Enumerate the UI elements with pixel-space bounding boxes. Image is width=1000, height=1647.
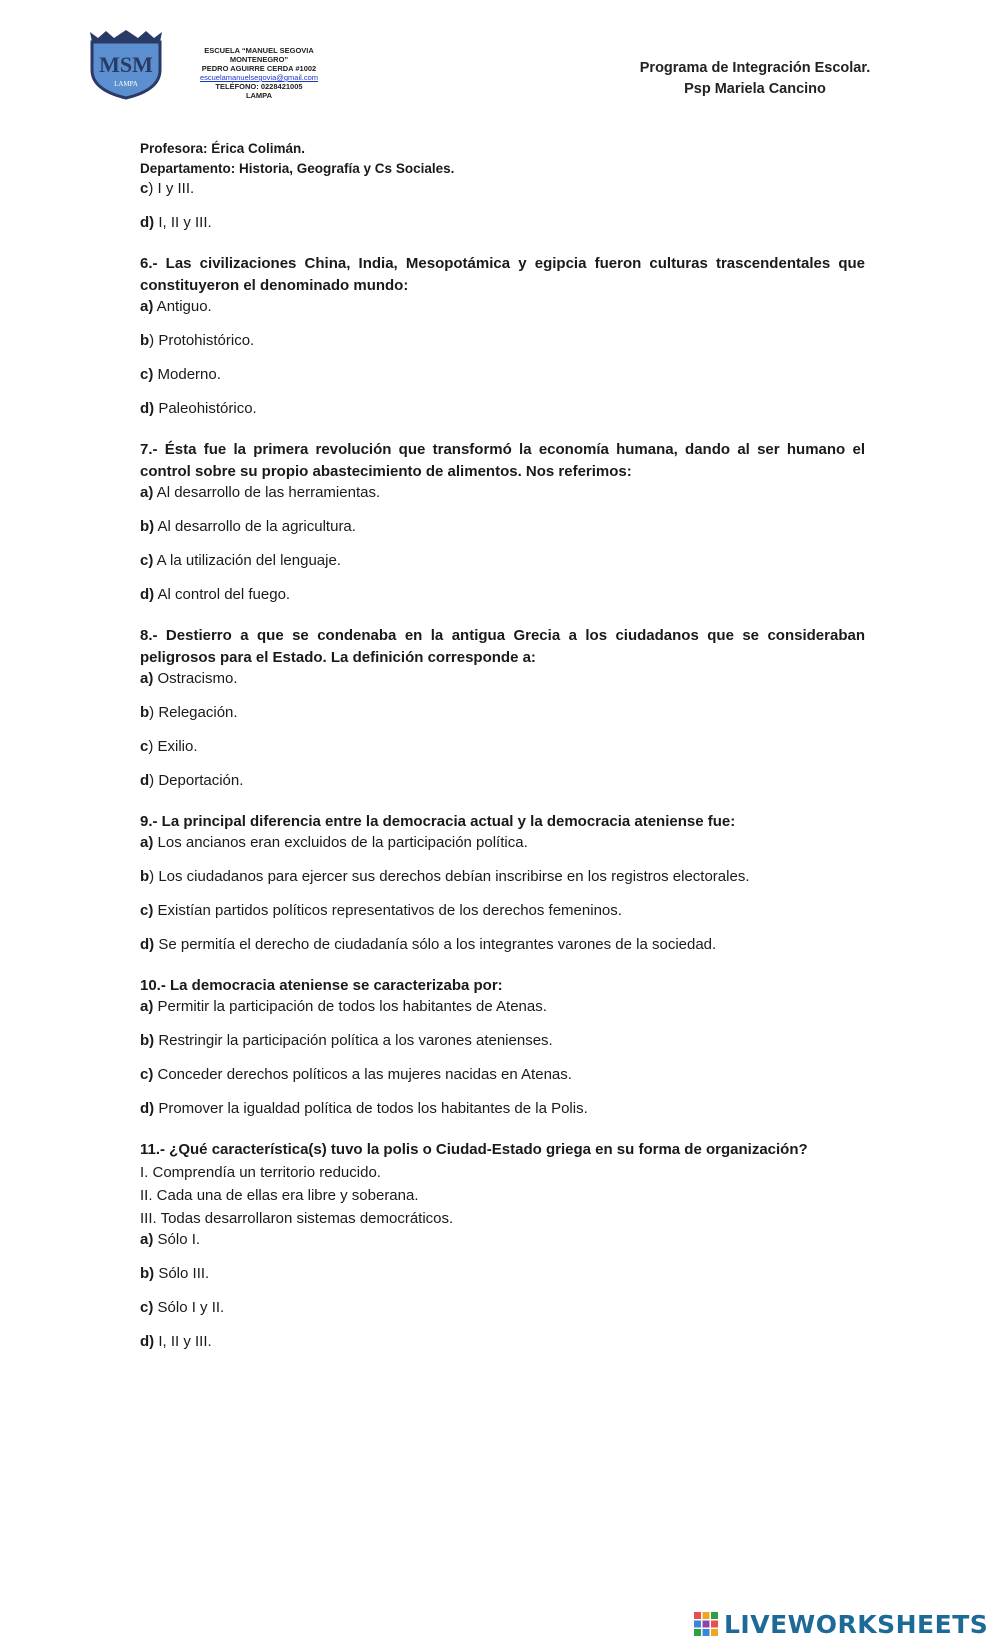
question-statement: I. Comprendía un territorio reducido.: [140, 1164, 381, 1181]
school-name-line-2: MONTENEGRO”: [229, 55, 289, 64]
answer-option[interactable]: [140, 997, 865, 1017]
option-text: Ostracismo.: [153, 670, 238, 687]
carryover-option-c: [140, 179, 865, 199]
answer-option[interactable]: [140, 833, 865, 853]
answer-option[interactable]: [140, 669, 865, 689]
question-statement: II. Cada una de ellas era libre y soberana.: [140, 1187, 419, 1204]
program-title: Programa de Integración Escolar.: [639, 60, 871, 76]
school-address: PEDRO AGUIRRE CERDA #1002: [201, 64, 317, 73]
department-name: Departamento: Historia, Geografía y Cs Sociales.: [140, 161, 455, 176]
answer-option[interactable]: [140, 551, 865, 571]
option-text: I, II y III.: [154, 1333, 212, 1350]
school-city: LAMPA: [245, 91, 273, 100]
option-letter: b: [140, 332, 150, 349]
option-text: Permitir la participación de todos los habitantes de Atenas.: [153, 998, 547, 1015]
option-letter: b: [140, 704, 150, 721]
option-text: Sólo III.: [154, 1265, 210, 1282]
option-text: I, II y III.: [154, 214, 212, 231]
answer-option[interactable]: [140, 517, 865, 537]
answer-option[interactable]: [140, 935, 865, 955]
option-letter: b: [140, 868, 150, 885]
option-letter: c): [140, 1299, 154, 1316]
answer-option[interactable]: [140, 1298, 865, 1318]
option-text: Sólo I y II.: [153, 1299, 225, 1316]
carryover-option-d: [140, 213, 865, 233]
option-letter: a): [140, 998, 154, 1015]
option-text: Moderno.: [153, 366, 221, 383]
option-letter: a): [140, 484, 154, 501]
answer-option[interactable]: [140, 399, 865, 419]
option-letter: a): [140, 670, 154, 687]
option-text: Paleohistórico.: [154, 400, 257, 417]
question-6: 6.- Las civilizaciones China, India, Mesopotámica y egipcia fueron culturas trascendentales que constituyeron el denominado mundo:: [140, 255, 865, 294]
answer-option[interactable]: [140, 901, 865, 921]
question-10: 10.- La democracia ateniense se caracterizaba por:: [140, 977, 503, 994]
option-letter: d): [140, 936, 155, 953]
option-letter: c: [140, 738, 149, 755]
program-person: Psp Mariela Cancino: [684, 81, 826, 97]
answer-option[interactable]: [140, 1332, 865, 1352]
option-letter: c: [140, 180, 149, 197]
option-text: ) Relegación.: [149, 704, 238, 721]
option-text: A la utilización del lenguaje.: [153, 552, 341, 569]
option-letter: d): [140, 1100, 155, 1117]
school-email-link[interactable]: escuelamanuelsegovia@gmail.com: [199, 73, 319, 82]
answer-option[interactable]: [140, 297, 865, 317]
option-letter: a): [140, 834, 154, 851]
teacher-name: Profesora: Érica Colimán.: [140, 141, 306, 156]
question-11: 11.- ¿Qué característica(s) tuvo la polis o Ciudad-Estado griega en su forma de organización?: [140, 1141, 808, 1158]
option-text: ) Exilio.: [148, 738, 198, 755]
answer-option[interactable]: [140, 867, 865, 887]
answer-option[interactable]: [140, 771, 865, 791]
option-letter: a): [140, 298, 154, 315]
option-text: Restringir la participación política a los varones atenienses.: [154, 1032, 553, 1049]
liveworksheets-watermark: [693, 1609, 988, 1639]
question-statement: III. Todas desarrollaron sistemas democráticos.: [140, 1210, 454, 1227]
liveworksheets-text: LIVEWORKSHEETS: [724, 1609, 989, 1639]
option-text: Al control del fuego.: [154, 586, 291, 603]
question-8: 8.- Destierro a que se condenaba en la antigua Grecia a los ciudadanos que se consideraban peligrosos para el Estado. La definición corresponde a:: [140, 627, 865, 666]
answer-option[interactable]: [140, 331, 865, 351]
question-list: [140, 253, 865, 1352]
answer-option[interactable]: [140, 703, 865, 723]
option-letter: a): [140, 1231, 154, 1248]
option-text: Promover la igualdad política de todos los habitantes de la Polis.: [154, 1100, 588, 1117]
question-7: 7.- Ésta fue la primera revolución que transformó la economía humana, dando al ser humano el control sobre su propio abastecimiento de alimentos. Nos referimos:: [140, 441, 865, 480]
option-text: ) Los ciudadanos para ejercer sus derechos debían inscribirse en los registros electorales.: [149, 868, 750, 885]
answer-option[interactable]: [140, 483, 865, 503]
option-letter: d: [140, 772, 150, 789]
option-text: Al desarrollo de las herramientas.: [153, 484, 381, 501]
option-letter: c): [140, 1066, 154, 1083]
logo-city: LAMPA: [114, 80, 138, 88]
option-text: Antiguo.: [153, 298, 212, 315]
option-text: Sólo I.: [153, 1231, 201, 1248]
option-letter: d): [140, 1333, 155, 1350]
option-text: ) Deportación.: [149, 772, 244, 789]
option-letter: d): [140, 400, 155, 417]
option-letter: c): [140, 552, 154, 569]
answer-option[interactable]: [140, 1031, 865, 1051]
option-letter: b): [140, 1265, 155, 1282]
answer-option[interactable]: [140, 1065, 865, 1085]
option-letter: c): [140, 366, 154, 383]
option-text: Conceder derechos políticos a las mujeres nacidas en Atenas.: [153, 1066, 572, 1083]
question-9: 9.- La principal diferencia entre la democracia actual y la democracia ateniense fue:: [140, 813, 736, 830]
option-text: Los ancianos eran excluidos de la participación política.: [153, 834, 528, 851]
answer-option[interactable]: [140, 737, 865, 757]
option-letter: b): [140, 1032, 155, 1049]
answer-option[interactable]: [140, 585, 865, 605]
school-info: [178, 46, 340, 100]
answer-option[interactable]: [140, 1264, 865, 1284]
school-logo: [88, 28, 164, 100]
program-header: [620, 58, 890, 100]
option-text: ) I y III.: [148, 180, 195, 197]
school-name-line-1: ESCUELA “MANUEL SEGOVIA: [204, 46, 314, 55]
answer-option[interactable]: [140, 365, 865, 385]
liveworksheets-logo-icon: [693, 1611, 719, 1637]
option-text: Se permitía el derecho de ciudadanía sólo a los integrantes varones de la sociedad.: [154, 936, 717, 953]
option-text: Existían partidos políticos representativos de los derechos femeninos.: [153, 902, 622, 919]
answer-option[interactable]: [140, 1099, 865, 1119]
option-letter: d): [140, 214, 155, 231]
worksheet-content: [140, 139, 865, 1366]
logo-monogram: MSM: [99, 52, 153, 77]
option-letter: b): [140, 518, 155, 535]
answer-option[interactable]: [140, 1230, 865, 1250]
option-text: Al desarrollo de la agricultura.: [154, 518, 356, 535]
option-letter: c): [140, 902, 154, 919]
school-phone: TELÉFONO: 0228421005: [215, 82, 303, 91]
option-letter: d): [140, 586, 155, 603]
option-text: ) Protohistórico.: [149, 332, 255, 349]
